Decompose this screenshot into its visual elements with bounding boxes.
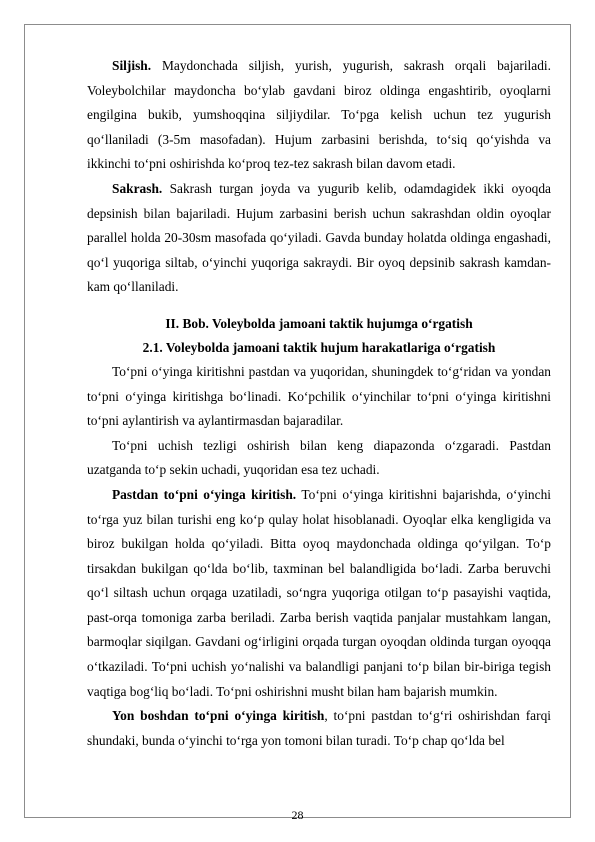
paragraph-underhand-serve [87, 483, 551, 704]
document-body [87, 54, 551, 753]
paragraph-siljish [87, 54, 551, 177]
paragraph-text: , to‘pni pastdan to‘g‘ri oshirishdan farqi shundaki, bunda o‘yinchi to‘rga yon tomoni bilan turadi. To‘p chap qo‘lda bel [87, 708, 551, 748]
paragraph-side-serve [87, 704, 551, 753]
term-sakrash: Sakrash. [112, 180, 163, 196]
paragraph-serve-speed: To‘pni uchish tezligi oshirish bilan keng diapazonda o‘zgaradi. Pastdan uzatganda to‘p sekin uchadi, yuqoridan esa tez uchadi. [87, 437, 551, 478]
paragraph-serve-types: To‘pni o‘yinga kiritishni pastdan va yuqoridan, shuningdek to‘g‘ridan va yondan to‘pni o‘yinga kiritishga bo‘linadi. Ko‘pchilik o‘yinchilar to‘pni o‘yinga kiritishni to‘pni aylantirish va aylantirmasdan bajaradilar. [87, 363, 551, 429]
paragraph-text: To‘pni o‘yinga kiritishni bajarishda, o‘yinchi to‘rga yuz bilan turishi eng ko‘p qulay holat hisoblanadi. Oyoqlar elka kengligida va biroz bukilgan holda qo‘yiladi. Bitta oyoq maydonchada oldinga qo‘yilgan. To‘p tirsakdan bukilgan qo‘lda bo‘lib, taxminan bel balandligida bo‘ladi. Zarba beruvchi qo‘l siltash uchun orqaga uzatiladi, so‘ngra yuqoriga otilgan to‘p pasayishi vaqtida, past-orqa tomoniga zarba beriladi. Zarba berish vaqtida panjalar mustahkam langan, barmoqlar siqilgan. Gavdani og‘irligini orqada turgan oyoqdan oldinda turgan oyoqqa o‘tkaziladi. To‘pni uchish yo‘nalishi va balandligi panjani to‘p bilan bir-biriga tegish vaqtiga bog‘liq bo‘ladi. To‘pni oshirishni musht bilan ham bajarish mumkin. [87, 486, 551, 699]
paragraph-sakrash [87, 177, 551, 300]
paragraph-text: Sakrash turgan joyda va yugurib kelib, odamdagidek ikki oyoqda depsinish bilan bajariladi. Hujum zarbasini berish uchun sakrashdan oldin oyoqlar parallel holda 20-30sm masofada qo‘yiladi. Gavda bunday holatda oldinga engashadi, qo‘l yuqoriga siltab, o‘yinchi yuqoriga sakraydi. Bir oyoq depsinib sakrash kamdan-kam qo‘llaniladi. [87, 180, 551, 295]
term-siljish: Siljish. [112, 58, 152, 73]
page-number: 28 [291, 808, 304, 822]
section-heading: 2.1. Voleybolda jamoani taktik hujum harakatlariga o‘rgatish [142, 339, 496, 355]
chapter-heading: II. Bob. Voleybolda jamoani taktik hujumga o‘rgatish [165, 315, 473, 331]
term-underhand-serve: Pastdan to‘pni o‘yinga kiritish. [112, 486, 297, 502]
paragraph-text: Maydonchada siljish, yurish, yugurish, sakrash orqali bajariladi. Voleybolchilar maydoncha bo‘ylab gavdani biroz oldinga engashtirib, oyoqlarni engilgina bukib, yumshoqqina siljiydilar. To‘pga kelish uchun tez yugurish qo‘llaniladi (3-5m masofadan). Hujum zarbasini berishda, to‘siq qo‘yishda va ikkinchi to‘pni oshirishda ko‘proq tez-tez sakrash bilan davom etadi. [87, 58, 551, 172]
term-side-serve: Yon boshdan to‘pni o‘yinga kiritish [112, 708, 325, 724]
